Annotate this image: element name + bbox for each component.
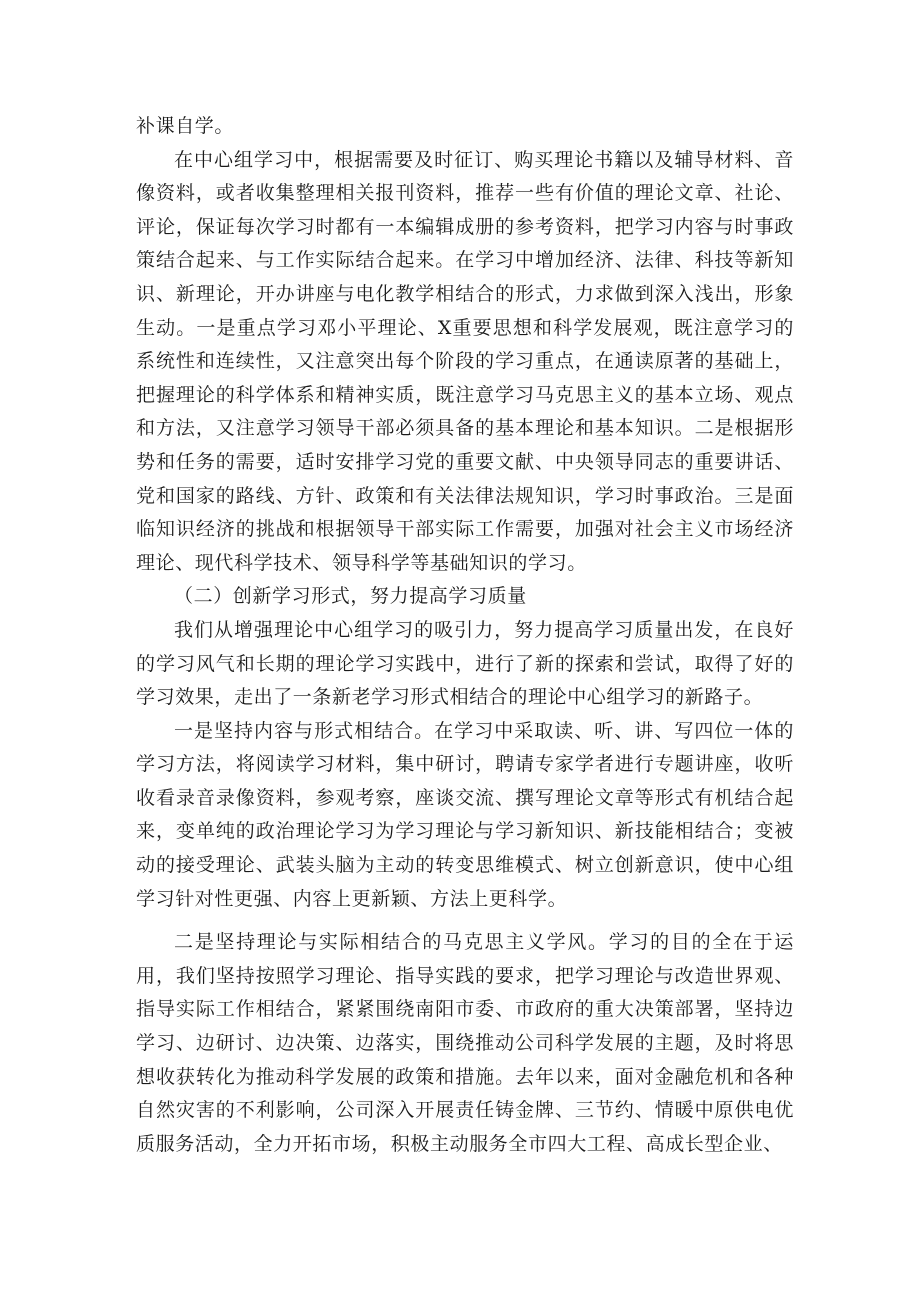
document-body xyxy=(136,110,794,1161)
paragraph-new-approach: 我们从增强理论中心组学习的吸引力，努力提高学习质量出发，在良好的学习风气和长期的理论学习实践中，进行了新的探索和尝试，取得了好的学习效果，走出了一条新老学习形式相结合的理论中心组学习的新路子。 xyxy=(136,618,794,709)
paragraph-gap xyxy=(136,916,794,926)
paragraph-theory-practice: 二是坚持理论与实际相结合的马克思主义学风。学习的目的全在于运用，我们坚持按照学习理论、指导实践的要求，把学习理论与改造世界观、指导实际工作相结合，紧紧围绕南阳市委、市政府的重大决策部署，坚持边学习、边研讨、边决策、边落实，围绕推动公司科学发展的主题，及时将思想收获转化为推动科学发展的政策和措施。去年以来，面对金融危机和各种自然灾害的不利影响，公司深入开展责任铸金牌、三节约、情暖中原供电优质服务活动，全力开拓市场，积极主动服务全市四大工程、高成长型企业、 xyxy=(136,931,794,1155)
section-heading: （二）创新学习形式，努力提高学习质量 xyxy=(174,585,527,608)
paragraph-continuation: 补课自学。 xyxy=(136,115,235,137)
paragraph-content-form: 一是坚持内容与形式相结合。在学习中采取读、听、讲、写四位一体的学习方法，将阅读学习材料，集中研讨，聘请专家学者进行专题讲座，收听收看录音录像资料，参观考察，座谈交流、撰写理论文章等形式有机结合起来，变单纯的政治理论学习为学习理论与学习新知识、新技能相结合；变被动的接受理论、武装头脑为主动的转变思维模式、树立创新意识，使中心组学习针对性更强、内容上更新颖、方法上更科学。 xyxy=(136,719,794,910)
paragraph-study-materials: 在中心组学习中，根据需要及时征订、购买理论书籍以及辅导材料、音像资料，或者收集整理相关报刊资料，推荐一些有价值的理论文章、社论、评论，保证每次学习时都有一本编辑成册的参考资料，把学习内容与时事政策结合起来、与工作实际结合起来。在学习中增加经济、法律、科技等新知识、新理论，开办讲座与电化教学相结合的形式，力求做到深入浅出，形象生动。一是重点学习邓小平理论、X重要思想和科学发展观，既注意学习的系统性和连续性，又注意突出每个阶段的学习重点，在通读原著的基础上，把握理论的科学体系和精神实质，既注意学习马克思主义的基本立场、观点和方法，又注意学习领导干部必须具备的基本理论和基本知识。二是根据形势和任务的需要，适时安排学习党的重要文献、中央领导同志的重要讲话、党和国家的路线、方针、政策和有关法律法规知识，学习时事政治。三是面临知识经济的挑战和根据领导干部实际工作需要，加强对社会主义市场经济理论、现代科学技术、领导科学等基础知识的学习。 xyxy=(136,148,794,574)
